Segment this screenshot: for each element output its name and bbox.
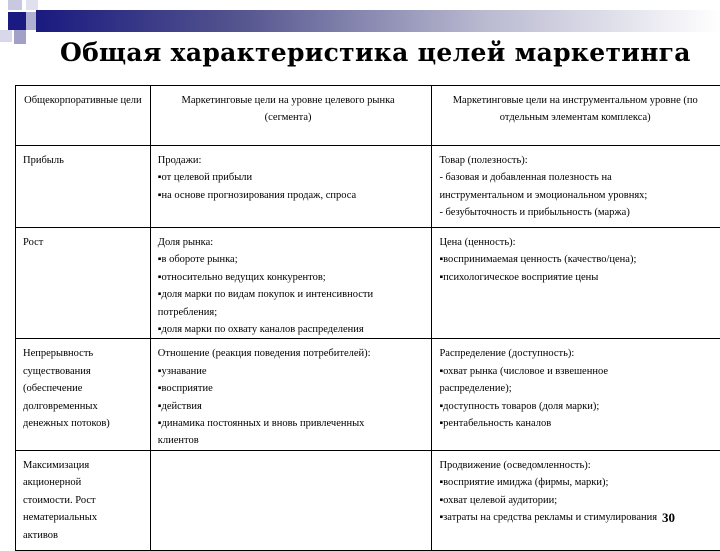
cell-line: Прибыль [23, 152, 144, 169]
cell-line: Отношение (реакция поведения потребителей): [158, 345, 426, 362]
market-cell [150, 339, 432, 450]
cell-line: Продажи: [158, 152, 426, 169]
cell-line: клиентов [158, 432, 426, 449]
cell-line: ▪на основе прогнозирования продаж, спроса [158, 187, 426, 204]
decor-square [0, 30, 12, 42]
cell-line: Товар (полезность): [439, 152, 720, 169]
decor-square [14, 30, 26, 44]
cell-line: Продвижение (осведомленность): [439, 457, 720, 474]
slide-number: 30 [662, 510, 675, 526]
cell-line: - безубыточность и прибыльность (маржа) [439, 204, 720, 221]
cell-line: Непрерывность [23, 345, 144, 362]
table-row [16, 228, 720, 339]
cell-line: ▪динамика постоянных и вновь привлеченных [158, 415, 426, 432]
cell-line: ▪охват рынка (числовое и взвешенное [439, 363, 720, 380]
market-cell [150, 146, 432, 228]
corporate-cell [16, 228, 151, 339]
decor-square [8, 12, 26, 30]
cell-line: ▪восприятие [158, 380, 426, 397]
market-cell [150, 228, 432, 339]
instrument-cell [432, 228, 720, 339]
cell-line: ▪психологическое восприятие цены [439, 269, 720, 286]
cell-line: стоимости. Рост [23, 492, 144, 509]
cell-line: Цена (ценность): [439, 234, 720, 251]
cell-line: нематериальных [23, 509, 144, 526]
cell-line: ▪рентабельность каналов [439, 415, 720, 432]
instrument-cell [432, 450, 720, 550]
page-title: Общая характеристика целей маркетинга [60, 38, 691, 67]
cell-line: инструментальном и эмоциональном уровнях; [439, 187, 720, 204]
cell-line: ▪воспринимаемая ценность (качество/цена); [439, 251, 720, 268]
market-cell [150, 450, 432, 550]
cell-line: ▪доступность товаров (доля марки); [439, 398, 720, 415]
corporate-cell [16, 146, 151, 228]
cell-line: ▪восприятие имиджа (фирмы, марки); [439, 474, 720, 491]
header-cell: Общекорпоративные цели [16, 86, 151, 146]
header-cell: Маркетинговые цели на инструментальном уровне (по отдельным элементам комплекса) [432, 86, 720, 146]
instrument-cell [432, 146, 720, 228]
cell-line: - базовая и добавленная полезность на [439, 169, 720, 186]
cell-line: долговременных [23, 398, 144, 415]
cell-line: ▪относительно ведущих конкурентов; [158, 269, 426, 286]
table-row [16, 450, 720, 550]
marketing-goals-table [15, 85, 720, 551]
cell-line: ▪охват целевой аудитории; [439, 492, 720, 509]
cell-line: Рост [23, 234, 144, 251]
cell-line: ▪узнавание [158, 363, 426, 380]
cell-line: Максимизация [23, 457, 144, 474]
cell-line: существования [23, 363, 144, 380]
corporate-cell [16, 450, 151, 550]
decor-square [26, 0, 38, 10]
cell-line: Распределение (доступность): [439, 345, 720, 362]
corporate-cell [16, 339, 151, 450]
instrument-cell [432, 339, 720, 450]
table-row [16, 339, 720, 450]
cell-line: распределение); [439, 380, 720, 397]
cell-line: акционерной [23, 474, 144, 491]
cell-line: ▪доля марки по охвату каналов распределения [158, 321, 426, 338]
decor-square [8, 0, 22, 10]
cell-line: потребления; [158, 304, 426, 321]
cell-line: ▪действия [158, 398, 426, 415]
header-cell: Маркетинговые цели на уровне целевого рынка (сегмента) [150, 86, 432, 146]
cell-line: (обеспечение [23, 380, 144, 397]
cell-line: ▪доля марки по видам покупок и интенсивности [158, 286, 426, 303]
header-gradient-bar [36, 10, 720, 32]
cell-line: денежных потоков) [23, 415, 144, 432]
cell-line: Доля рынка: [158, 234, 426, 251]
cell-line: ▪в обороте рынка; [158, 251, 426, 268]
cell-line: ▪затраты на средства рекламы и стимулирования [439, 509, 720, 526]
table-row [16, 146, 720, 228]
table-header-row [16, 86, 720, 146]
cell-line: ▪от целевой прибыли [158, 169, 426, 186]
cell-line: активов [23, 527, 144, 544]
